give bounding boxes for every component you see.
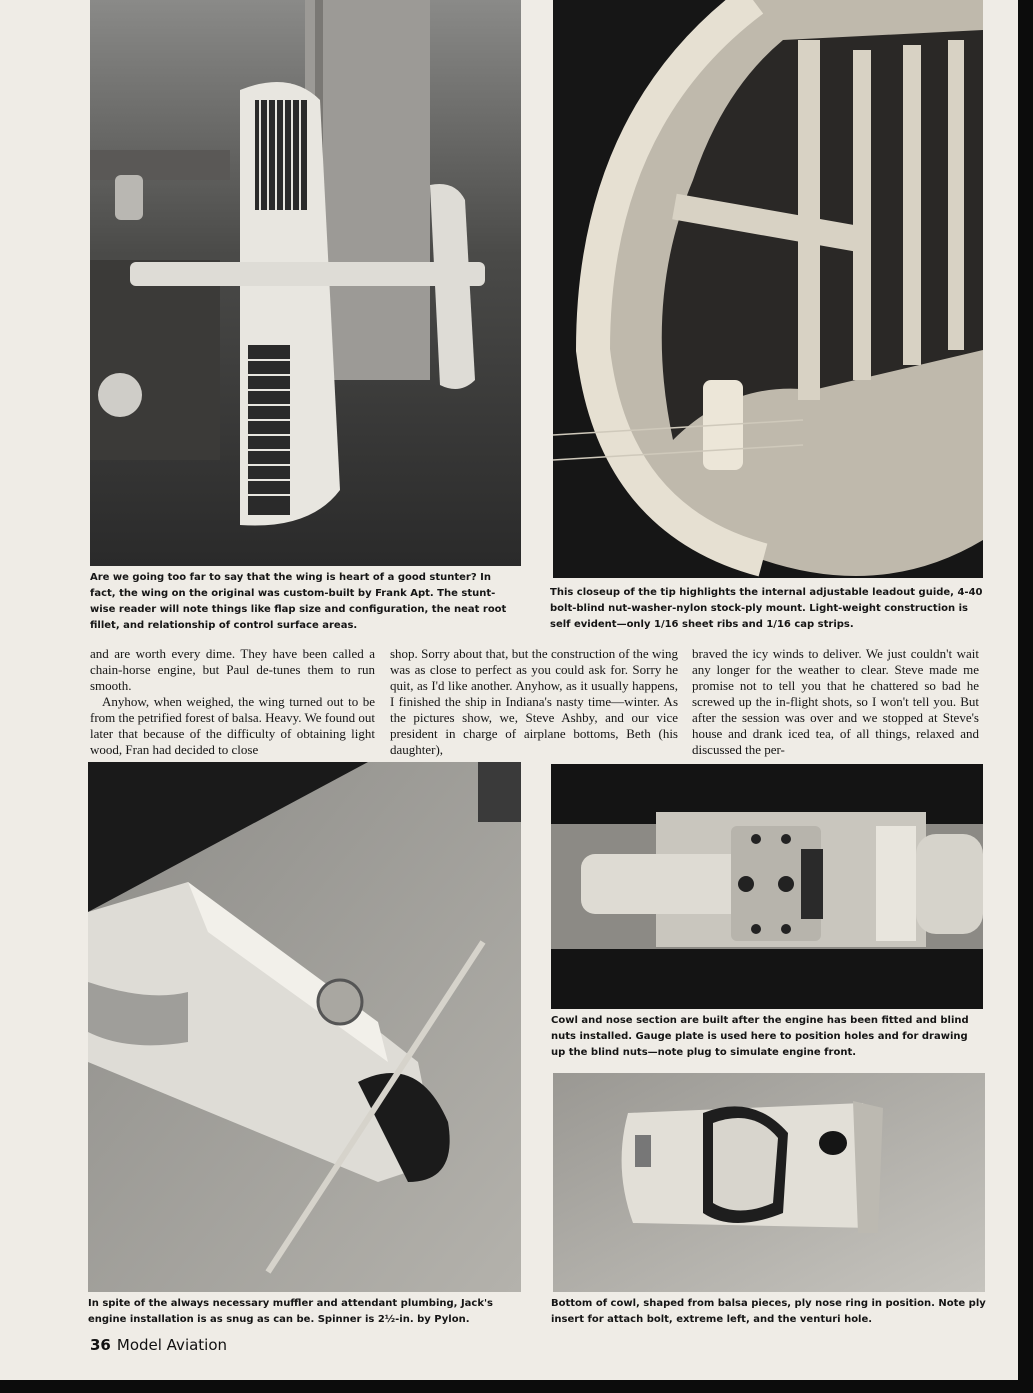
page-number: 36 (90, 1336, 111, 1354)
scan-edge-right (1018, 0, 1033, 1393)
cowl-bottom-caption: Bottom of cowl, shaped from balsa pieces, ply nose ring in position. Note ply insert for attach bolt, extreme left, and the venturi hole. (551, 1298, 986, 1325)
cowl-nose-caption: Cowl and nose section are built after the engine has been fitted and blind nuts installed. Gauge plate is used here to position holes and for drawing up the blind nuts—note plug to simulate engine front. (551, 1015, 969, 1058)
engine-photo (88, 762, 521, 1292)
body-paragraph: shop. Sorry about that, but the construction of the wing was as close to perfect as you could ask for. Sorry he quit, as I'd like another. Anyhow, as it usually happens, I finished the ship in Indiana's nasty time—winter. As the pictures show, we, Steve Ashby, and our vice president in charge of airplane bottoms, Beth (his daughter), (390, 646, 678, 757)
scan-edge-bottom (0, 1380, 1033, 1393)
wing-tip-photo (553, 0, 983, 578)
wing-caption: Are we going too far to say that the wing is heart of a good stunter? In fact, the wing on the original was custom-built by Frank Apt. The stunt-wise reader will note things like flap size and configuration, the neat root fillet, and relationship of control surface areas. (90, 572, 507, 631)
body-column-2 (390, 646, 678, 758)
magazine-name: Model Aviation (116, 1336, 228, 1354)
tip-caption: This closeup of the tip highlights the internal adjustable leadout guide, 4-40 bolt-blind nut-washer-nylon stock-ply mount. Light-weight construction is self evident—only 1/16 sheet ribs and 1/16 cap strips. (550, 587, 983, 630)
body-paragraph: Anyhow, when weighed, the wing turned out to be from the petrified forest of balsa. Heavy. We found out later that because of the difficulty of obtaining light wood, Fran had decided to close (90, 694, 375, 757)
body-paragraph: braved the icy winds to deliver. We just couldn't wait any longer for the weather to clear. Steve made me promise not to tell you that he chattered so bad he screwed up the in-flight shots, so I won't tell you. But after the session was over and we stopped at Steve's house and drank iced tea, of all things, relaxed and discussed the per- (692, 646, 979, 757)
body-column-3 (692, 646, 979, 758)
body-paragraph: and are worth every dime. They have been called a chain-horse engine, but Paul de-tunes them to run smooth. (90, 646, 375, 693)
wing-photo (90, 0, 521, 566)
cowl-bottom-photo (553, 1073, 985, 1292)
cowl-nose-photo (551, 764, 983, 1009)
page-footer (90, 1336, 227, 1354)
body-column-1 (90, 646, 375, 758)
engine-caption: In spite of the always necessary muffler and attendant plumbing, Jack's engine installation is as snug as can be. Spinner is 2½-in. by Pylon. (88, 1298, 493, 1325)
